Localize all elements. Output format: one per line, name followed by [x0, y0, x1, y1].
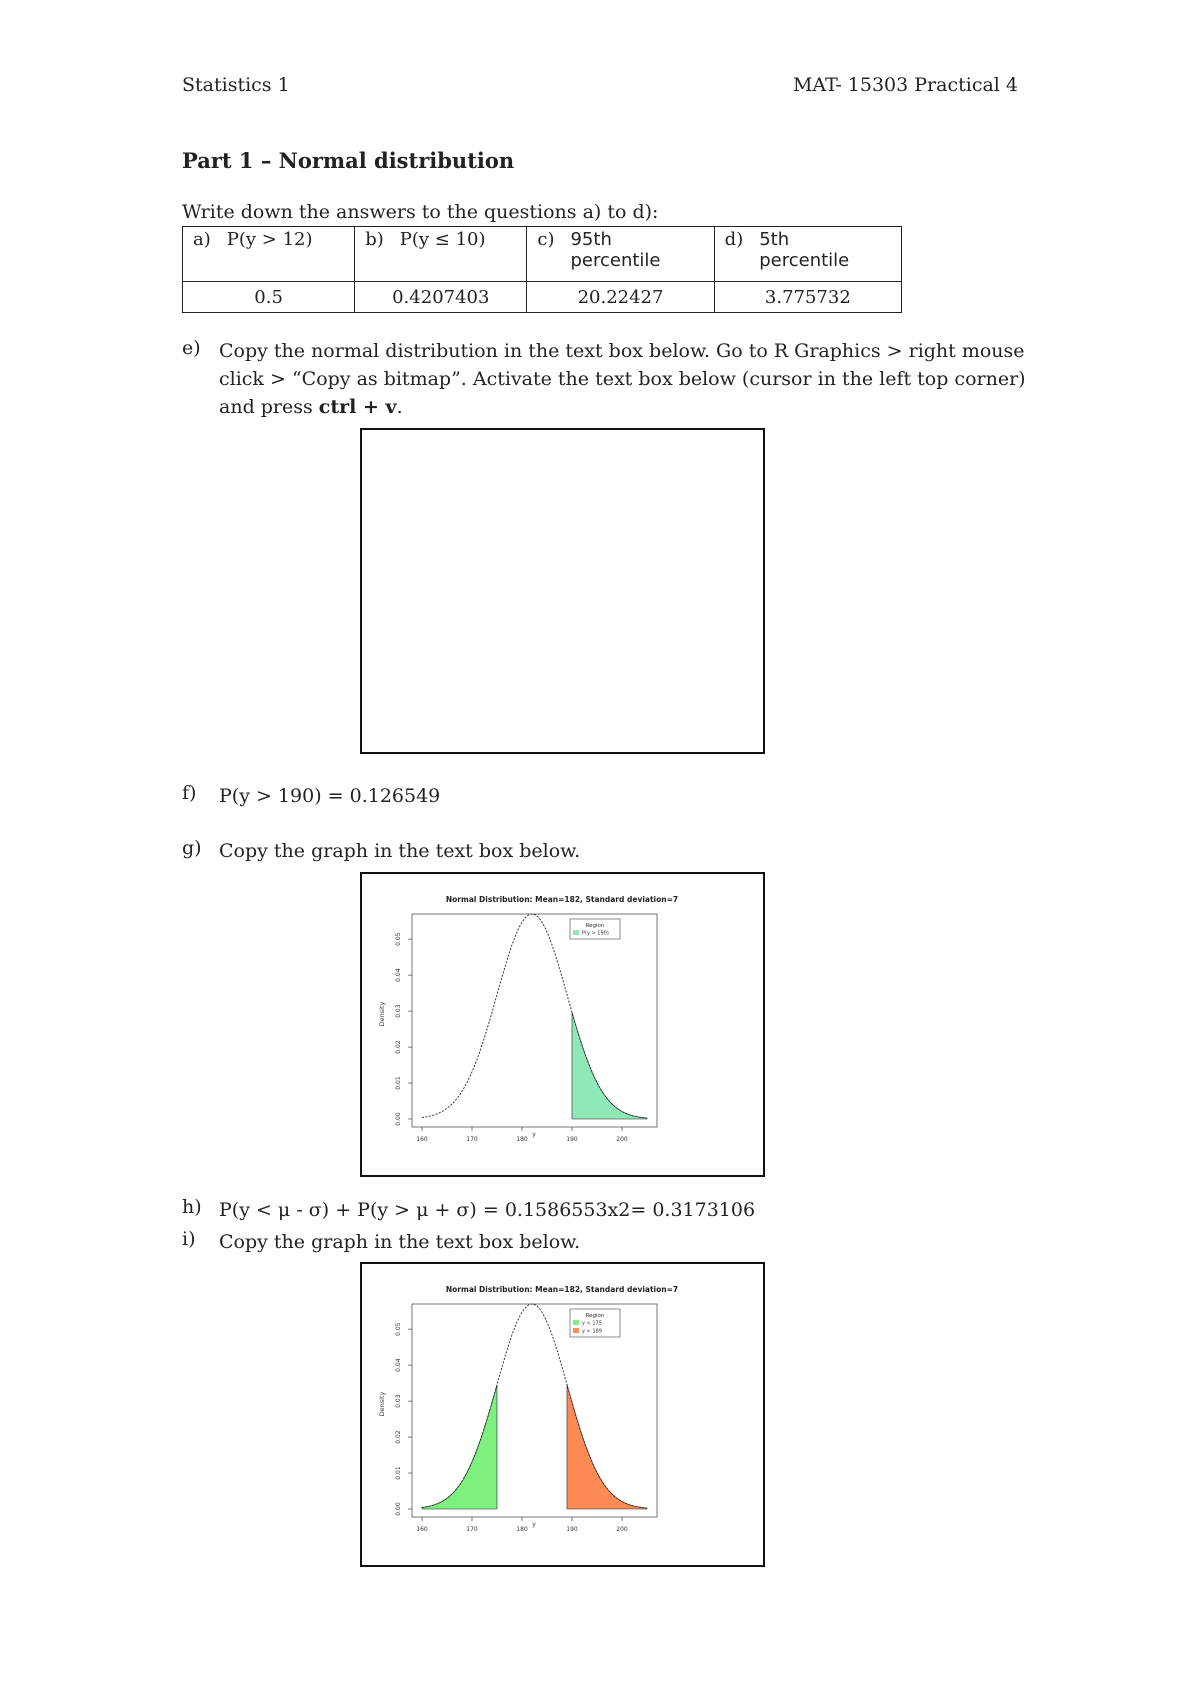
table-header-label: P(y ≤ 10): [399, 229, 486, 250]
table-values-row: [183, 282, 902, 313]
table-header-cell: [714, 227, 901, 282]
x-tick-label: 180: [516, 1136, 528, 1143]
shaded-region: [572, 1012, 647, 1119]
intro-text: Write down the answers to the questions a) to d):: [182, 201, 659, 223]
table-header-key: b): [365, 229, 384, 250]
y-tick-label: 0.00: [395, 1502, 402, 1516]
y-tick-label: 0.02: [395, 1040, 402, 1054]
y-tick-label: 0.05: [395, 1322, 402, 1336]
y-axis-label: Density: [378, 1001, 386, 1027]
answers-table: [182, 226, 902, 313]
item-key: f): [182, 782, 197, 804]
table-cell: 0.4207403: [355, 282, 527, 313]
table-header-label: 95th percentile: [570, 229, 661, 271]
x-tick-label: 200: [616, 1526, 628, 1533]
item-text-part: Copy the normal distribution in the text box below. Go to R Graphics > right mouse click > “Copy as bitmap”. Activate the text box below (cursor in the left top corner) and press: [219, 340, 1026, 418]
item-key: i): [182, 1228, 196, 1250]
x-tick-label: 170: [466, 1136, 478, 1143]
x-tick-label: 190: [566, 1136, 578, 1143]
x-tick-label: 190: [566, 1526, 578, 1533]
legend-label: y > 189: [582, 1328, 602, 1335]
y-tick-label: 0.04: [395, 1358, 402, 1372]
x-axis-label: y: [532, 1131, 536, 1138]
table-cell: 3.775732: [714, 282, 901, 313]
x-tick-label: 200: [616, 1136, 628, 1143]
y-axis-label: Density: [378, 1391, 386, 1417]
graph-box-i[interactable]: [360, 1262, 765, 1567]
chart-title: Normal Distribution: Mean=182, Standard deviation=7: [445, 895, 679, 904]
item-key: h): [182, 1196, 202, 1218]
legend-swatch: [573, 930, 579, 935]
part-title: Part 1 – Normal distribution: [182, 148, 515, 173]
density-curve: [422, 914, 647, 1118]
item-i: [182, 1228, 1059, 1256]
y-tick-label: 0.00: [395, 1112, 402, 1126]
table-header-key: c): [537, 229, 555, 250]
y-tick-label: 0.03: [395, 1004, 402, 1018]
table-cell: 0.5: [183, 282, 355, 313]
item-text-end: .: [396, 396, 403, 418]
graph-box-g[interactable]: [360, 872, 765, 1177]
y-tick-label: 0.01: [395, 1076, 402, 1090]
shaded-region: [422, 1385, 497, 1509]
x-axis-label: y: [532, 1521, 536, 1528]
y-tick-label: 0.02: [395, 1430, 402, 1444]
y-tick-label: 0.05: [395, 932, 402, 946]
legend-title: Region: [585, 923, 605, 929]
item-text: Copy the graph in the text box below.: [219, 840, 581, 862]
item-e: [182, 337, 1059, 421]
table-cell: 20.22427: [527, 282, 714, 313]
item-key: g): [182, 837, 202, 859]
shaded-region: [567, 1385, 647, 1509]
x-tick-label: 160: [416, 1136, 428, 1143]
y-tick-label: 0.03: [395, 1394, 402, 1408]
legend-swatch: [573, 1320, 579, 1325]
table-header-key: d): [724, 229, 744, 250]
table-header-label: 5th percentile: [759, 229, 850, 271]
item-f: [182, 782, 1059, 810]
x-tick-label: 160: [416, 1526, 428, 1533]
x-tick-label: 170: [466, 1526, 478, 1533]
table-header-label: P(y > 12): [226, 229, 313, 250]
item-h: [182, 1196, 1059, 1224]
header-left: Statistics 1: [182, 74, 290, 96]
normal-distribution-chart: [362, 1264, 762, 1564]
item-text: P(y < μ - σ) + P(y > μ + σ) = 0.1586553x2= 0.3173106: [219, 1199, 756, 1221]
y-tick-label: 0.04: [395, 968, 402, 982]
table-header-cell: [355, 227, 527, 282]
item-text: P(y > 190) = 0.126549: [219, 785, 441, 807]
legend-swatch: [573, 1328, 579, 1333]
plot-frame: [412, 914, 657, 1127]
y-tick-label: 0.01: [395, 1466, 402, 1480]
item-key: e): [182, 337, 201, 359]
table-header-row: [183, 227, 902, 282]
chart-title: Normal Distribution: Mean=182, Standard deviation=7: [445, 1285, 679, 1294]
legend-label: y < 175: [582, 1320, 602, 1327]
item-text: Copy the graph in the text box below.: [219, 1231, 581, 1253]
item-text: [219, 337, 1059, 421]
header-right: MAT- 15303 Practical 4: [792, 74, 1018, 96]
normal-distribution-chart: [362, 874, 762, 1174]
legend-label: P(y > 190): [582, 930, 609, 937]
item-g: [182, 837, 1059, 865]
empty-text-box[interactable]: [360, 428, 765, 754]
x-tick-label: 180: [516, 1526, 528, 1533]
table-header-key: a): [193, 229, 211, 250]
shortcut-text: ctrl + v: [318, 396, 397, 418]
table-header-cell: [527, 227, 714, 282]
legend-title: Region: [585, 1313, 605, 1319]
table-header-cell: [183, 227, 355, 282]
